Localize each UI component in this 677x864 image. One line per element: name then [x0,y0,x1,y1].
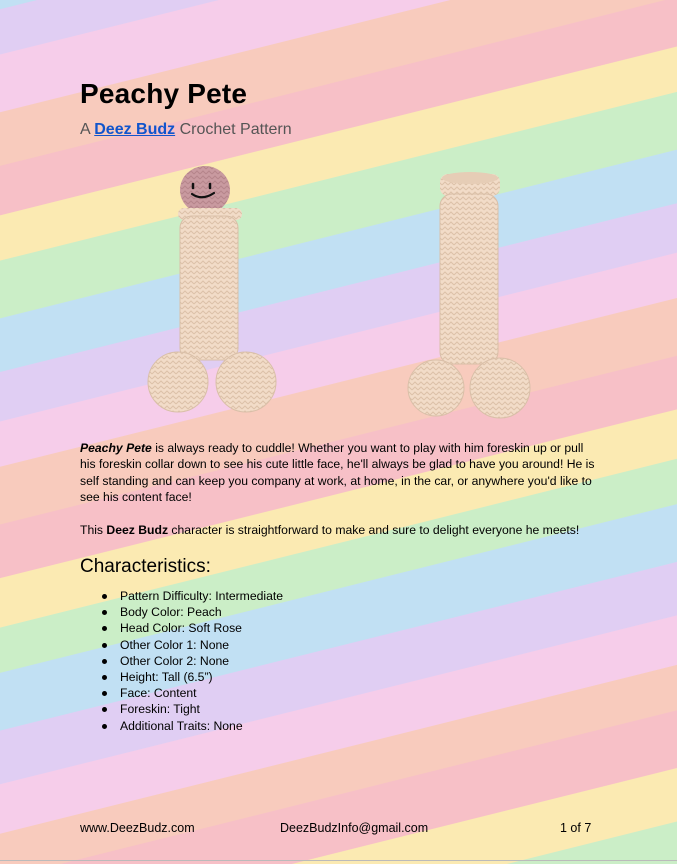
characteristics-heading: Characteristics: [80,556,211,577]
list-item: Foreskin: Tight [80,701,283,717]
intro-name: Peachy Pete [80,441,152,455]
list-item: Other Color 1: None [80,637,283,653]
page-bottom-divider [0,860,677,861]
summary-brand: Deez Budz [106,523,169,537]
list-item: Height: Tall (6.5”) [80,669,283,685]
intro-text: is always ready to cuddle! Whether you want to play with him foreskin up or pull his foreskin collar down to see his cute little face, he'll always be glad to have you around! He is self standing and can keep you company at work, at home, in the car, or anywhere you'd like to see his content face! [80,441,595,504]
list-item: Additional Traits: None [80,718,283,734]
footer-email-link[interactable]: DeezBudzInfo@gmail.com [280,821,429,835]
page-number: 1 of 7 [560,821,592,835]
subtitle-prefix: A [80,121,95,138]
summary-paragraph [80,522,600,538]
summary-prefix: This [80,523,107,537]
characteristics-list [80,588,283,734]
crochet-toy-front-photo [140,160,285,420]
list-item: Other Color 2: None [80,653,283,669]
list-item: Body Color: Peach [80,604,283,620]
deez-budz-link[interactable]: Deez Budz [94,121,176,138]
intro-paragraph [80,440,600,505]
page-subtitle [80,121,292,139]
page-title: Peachy Pete [80,78,248,109]
list-item: Head Color: Soft Rose [80,620,283,636]
list-item: Face: Content [80,685,283,701]
footer-website-link[interactable]: www.DeezBudz.com [80,821,195,835]
summary-suffix: character is straightforward to make and sure to delight everyone he meets! [168,523,580,537]
crochet-toy-back-photo [400,166,535,422]
list-item: Pattern Difficulty: Intermediate [80,588,283,604]
subtitle-suffix: Crochet Pattern [175,121,292,138]
